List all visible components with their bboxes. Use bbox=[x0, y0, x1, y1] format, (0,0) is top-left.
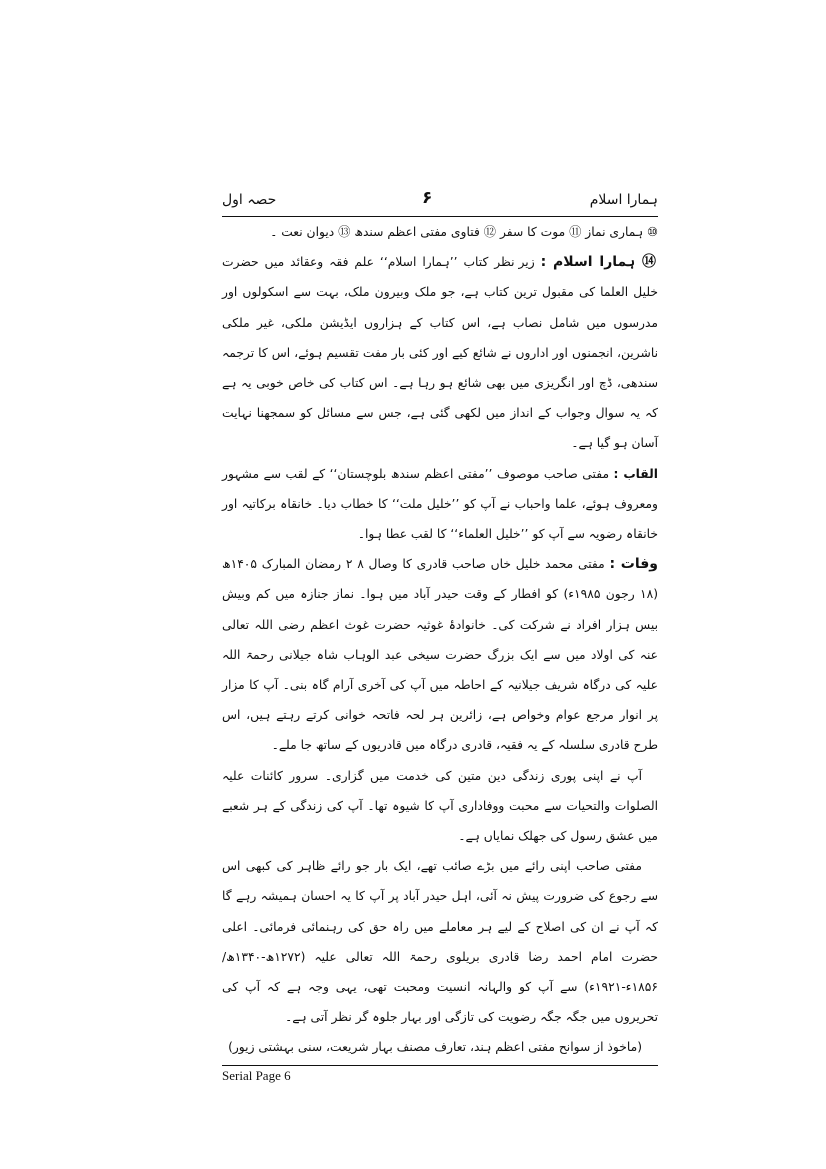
section-text: مفتی محمد خلیل خاں صاحب قادری کا وصال ۸ ۲ رمضان المبارک ۱۴۰۵ھ (۱۸ رجون ۱۹۸۵ء) کو افطار کے وقت حیدر آباد میں ہوا۔ نماز جنازہ میں کم وبیش بیس ہزار افراد نے شرکت کی۔ خانوادۂ غوثیہ حضرت غوث اعظم رضی اللہ تعالی عنہ کی اولاد میں سے ایک بزرگ حضرت سیخی عبد الوہاب شاہ جیلانی رحمۃ اللہ علیہ کی درگاہ شریف جیلانیہ کے احاطہ میں آپ کی آخری آرام گاہ بنی۔ آپ کا مزار پر انوار مرجع عوام وخواص ہے، زائرین ہر لحہ فاتحہ خوانی کرتے رہتے ہیں، اس طرح قادری سلسلہ کے یہ فقیہ، قادری درگاہ میں قادریوں کے ساتھ جا ملے۔ bbox=[222, 557, 658, 753]
page bbox=[222, 188, 658, 1084]
part-label: حصہ اول bbox=[222, 192, 277, 208]
section-text: مفتی صاحب موصوف ’’مفتی اعظم سندھ بلوچستان‘‘ کے لقب سے مشہور ومعروف ہوئے، علما واحباب نے آپ کو ’’خلیل ملت‘‘ کا خطاب دیا۔ خانقاہ برکاتیہ اور خانقاہ رضویہ سے آپ کو ’’خلیل العلماء‘‘ کا لقب عطا ہوا۔ bbox=[222, 466, 658, 542]
serial-page-label: Serial Page 6 bbox=[222, 1067, 291, 1083]
section-alqaab bbox=[222, 459, 658, 550]
section-heading: ⑭ ہمارا اسلام : bbox=[540, 254, 658, 271]
paragraph-opinion: مفتی صاحب اپنی رائے میں بڑے صائب تھے، ایک بار جو رائے ظاہر کی کبھی اس سے رجوع کی ضرورت پیش نہ آئی، اہل حیدر آباد پر آپ کا یہ احسان ہمیشہ رہے گا کہ آپ نے ان کی اصلاح کے لیے ہر معاملے میں راہ حق کی رہنمائی فرمائی۔ اعلی حضرت امام احمد رضا قادری بریلوی رحمۃ اللہ تعالی علیہ (۱۲۷۲ھ-۱۳۴۰ھ/۱۸۵۶ء-۱۹۲۱ء) سے آپ کو والہانہ انسیت ومحبت تھی، یہی وجہ ہے کہ آپ کی تحریروں میں جگہ جگہ رضویت کی تازگی اور بہار جلوہ گر نظر آتی ہے۔ bbox=[222, 859, 658, 1025]
page-body bbox=[222, 217, 658, 1063]
section-wafat bbox=[222, 549, 658, 760]
books-list-end: ⑩ ہماری نماز ⑪ موت کا سفر ⑫ فتاوی مفتی اعظم سندھ ⑬ دیوان نعت ۔ bbox=[270, 225, 658, 239]
section-heading: وفات : bbox=[609, 556, 658, 573]
running-header bbox=[222, 188, 658, 217]
section-heading: القاب : bbox=[613, 466, 658, 481]
section-hamara-islam bbox=[222, 247, 658, 458]
source-citation: (ماخوذ از سوانح مفتی اعظم ہند، تعارف مصنف بہار شریعت، سنی بہشتی زیور) bbox=[228, 1040, 642, 1055]
paragraph-life: آپ نے اپنی پوری زندگی دین متین کی خدمت میں گزاری۔ سرور کائنات علیہ الصلوات والتحیات سے محبت ووفاداری آپ کا شیوہ تھا۔ آپ کی زندگی کے ہر شعبے میں عشق رسول کی جھلک نمایاں ہے۔ bbox=[222, 768, 658, 844]
footer-divider bbox=[222, 1065, 658, 1066]
section-text: زیر نظر کتاب ’’ہمارا اسلام‘‘ علم فقہ وعقائد میں حضرت خلیل العلما کی مقبول ترین کتاب ہے، جو ملک وبیرون ملک، بہت سے اسکولوں اور مدرسوں میں شامل نصاب ہے، اس کتاب کے ہزاروں ایڈیشن ملکی، غیر ملکی ناشرین، انجمنوں اور اداروں نے شائع کیے اور کئی بار مفت تقسیم ہوئے، اس کا ترجمہ سندھی، ڈچ اور انگریزی میں بھی شائع ہو رہا ہے۔ اس کتاب کی خاص خوبی یہ ہے کہ یہ سوال وجواب کے انداز میں لکھی گئی ہے، جس سے مسائل کو سمجھنا نہایت آسان ہو گیا ہے۔ bbox=[222, 255, 658, 451]
page-number: ۶ bbox=[422, 188, 433, 208]
book-title: ہمارا اسلام bbox=[589, 192, 658, 208]
